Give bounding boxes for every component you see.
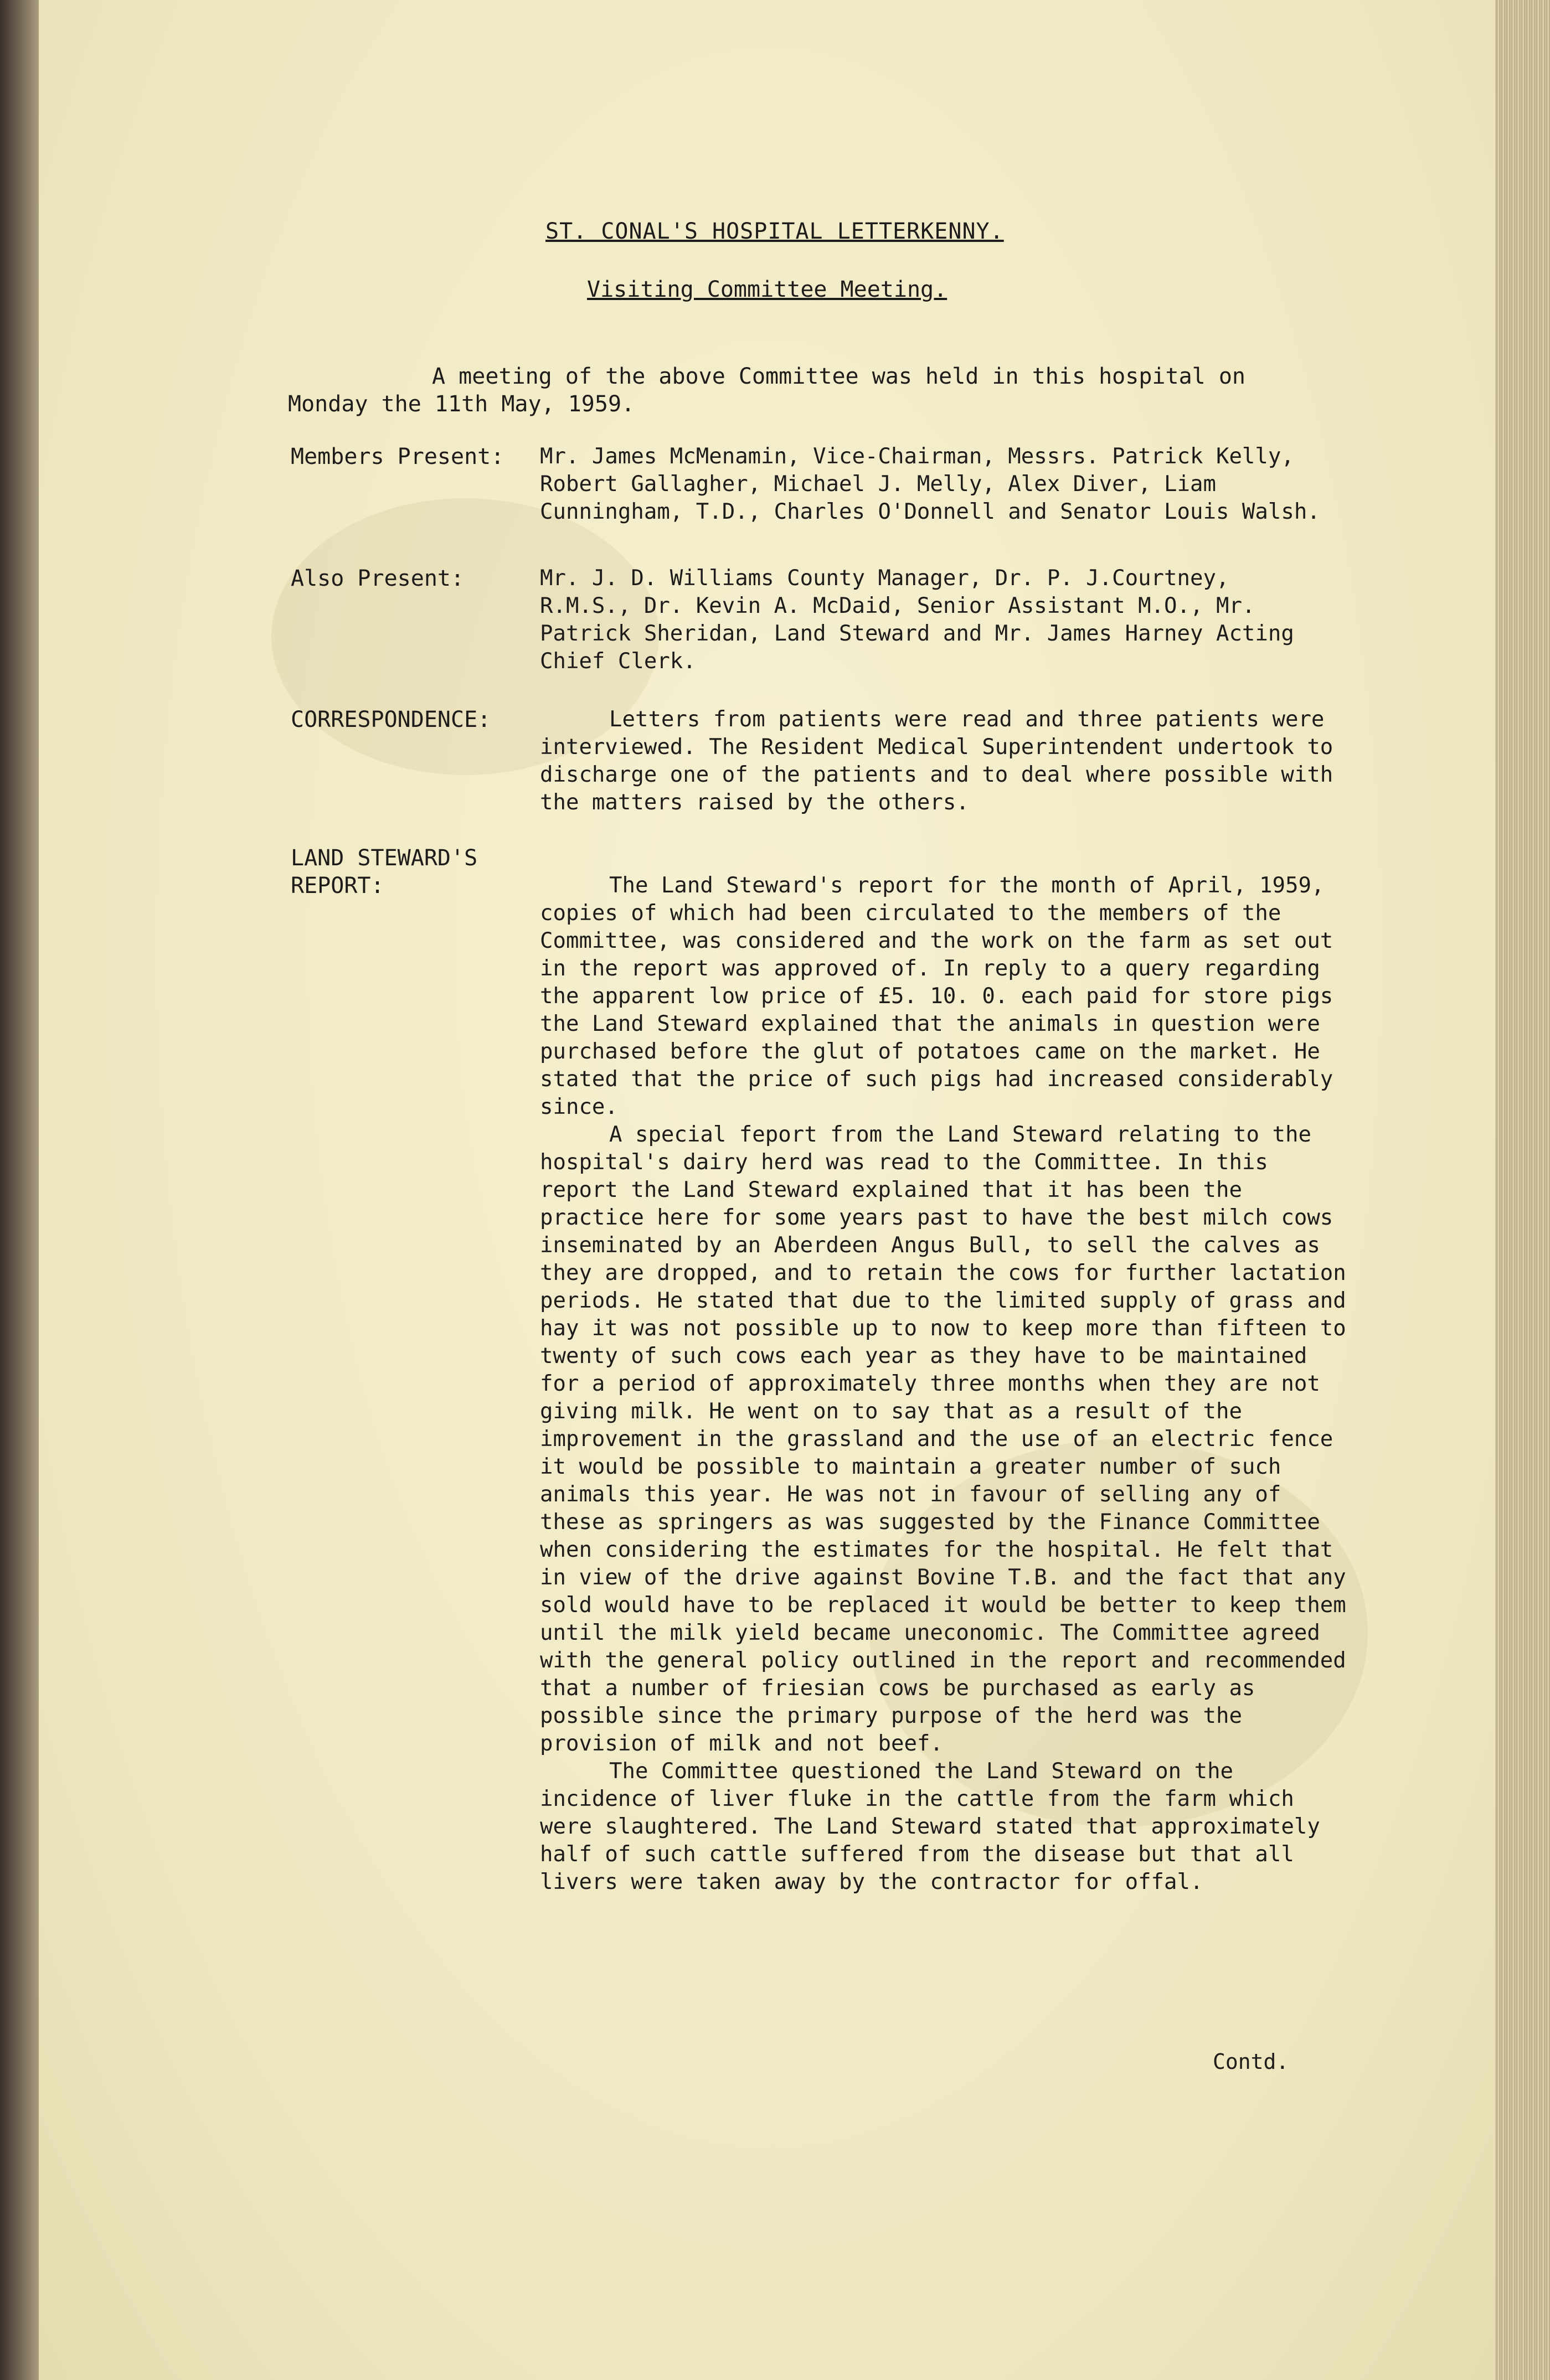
meeting-intro: A meeting of the above Committee was held in this hospital on Monday the 11th May, 1959. <box>288 364 1246 417</box>
section-body-members <box>540 443 1360 526</box>
members-paragraph: Mr. James McMenamin, Vice-Chairman, Messrs. Patrick Kelly, Robert Gallagher, Michael J. Melly, Alex Diver, Liam Cunningham, T.D., Charles O'Donnell and Senator Louis Walsh. <box>540 444 1320 524</box>
section-label-land-steward: LAND STEWARD'S REPORT: <box>291 845 478 899</box>
document-title: ST. CONAL'S HOSPITAL LETTERKENNY. <box>545 219 1004 244</box>
section-label-correspondence: CORRESPONDENCE: <box>291 707 491 732</box>
land-steward-paragraph-2: A special feport from the Land Steward relating to the hospital's dairy herd was read to the Committee. In this report the Land Steward explained that it has been the practice here for some years past to have the best milch cows inseminated by an Aberdeen Angus Bull, to sell the calves as they are dropped, and to retain the cows for further lactation periods. He stated that due to the limited supply of grass and hay it was not possible up to now to keep more than fifteen to twenty of such cows each year as they have to be maintained for a period of approximately three months when they are not giving milk. He went on to say that as a result of the improvement in the grassland and the use of an electric fence it would be possible to maintain a greater number of such animals this year. He was not in favour of selling any of these as springers as was suggested by the Finance Committee when considering the estimates for the hospital. He felt that in view of the drive against Bovine T.B. and the fact that any sold would have to be replaced it would be better to keep them until the milk yield became uneconomic. The Committee agreed with the general policy outlined in the report and recommended that a number of friesian cows be purchased as early as possible since the primary purpose of the herd was the provision of milk and not beef. <box>540 1122 1346 1756</box>
correspondence-paragraph: Letters from patients were read and three patients were interviewed. The Resident Medical Superintendent undertook to discharge one of the patients and to deal where possible with the matters raised by the others. <box>540 707 1333 815</box>
section-label-members: Members Present: <box>291 444 504 469</box>
land-steward-paragraph-1: The Land Steward's report for the month of April, 1959, copies of which had been circulated to the members of the Committee, was considered and the work on the farm as set out in the report was approved of. In reply to a query regarding the apparent low price of £5. 10. 0. each paid for store pigs the Land Steward explained that the animals in question were purchased before the glut of potatoes came on the market. He stated that the price of such pigs had increased considerably since. <box>540 873 1333 1119</box>
page-edges <box>1495 0 1550 2380</box>
section-body-also-present <box>540 565 1332 675</box>
document-subtitle: Visiting Committee Meeting. <box>587 277 947 302</box>
section-label-also-present: Also Present: <box>291 566 465 591</box>
continuation-marker: Contd. <box>1213 2049 1289 2074</box>
land-steward-paragraph-3: The Committee questioned the Land Steward on the incidence of liver fluke in the cattle from the farm which were slaughtered. The Land Steward stated that approximately half of such cattle suffered from the disease but that all livers were taken away by the contractor for offal. <box>540 1759 1320 1894</box>
section-body-land-steward <box>540 872 1354 1896</box>
section-body-correspondence <box>540 706 1354 817</box>
also-present-paragraph: Mr. J. D. Williams County Manager, Dr. P. J.Courtney, R.M.S., Dr. Kevin A. McDaid, Senior Assistant M.O., Mr. Patrick Sheridan, Land Steward and Mr. James Harney Acting Chief Clerk. <box>540 566 1294 674</box>
